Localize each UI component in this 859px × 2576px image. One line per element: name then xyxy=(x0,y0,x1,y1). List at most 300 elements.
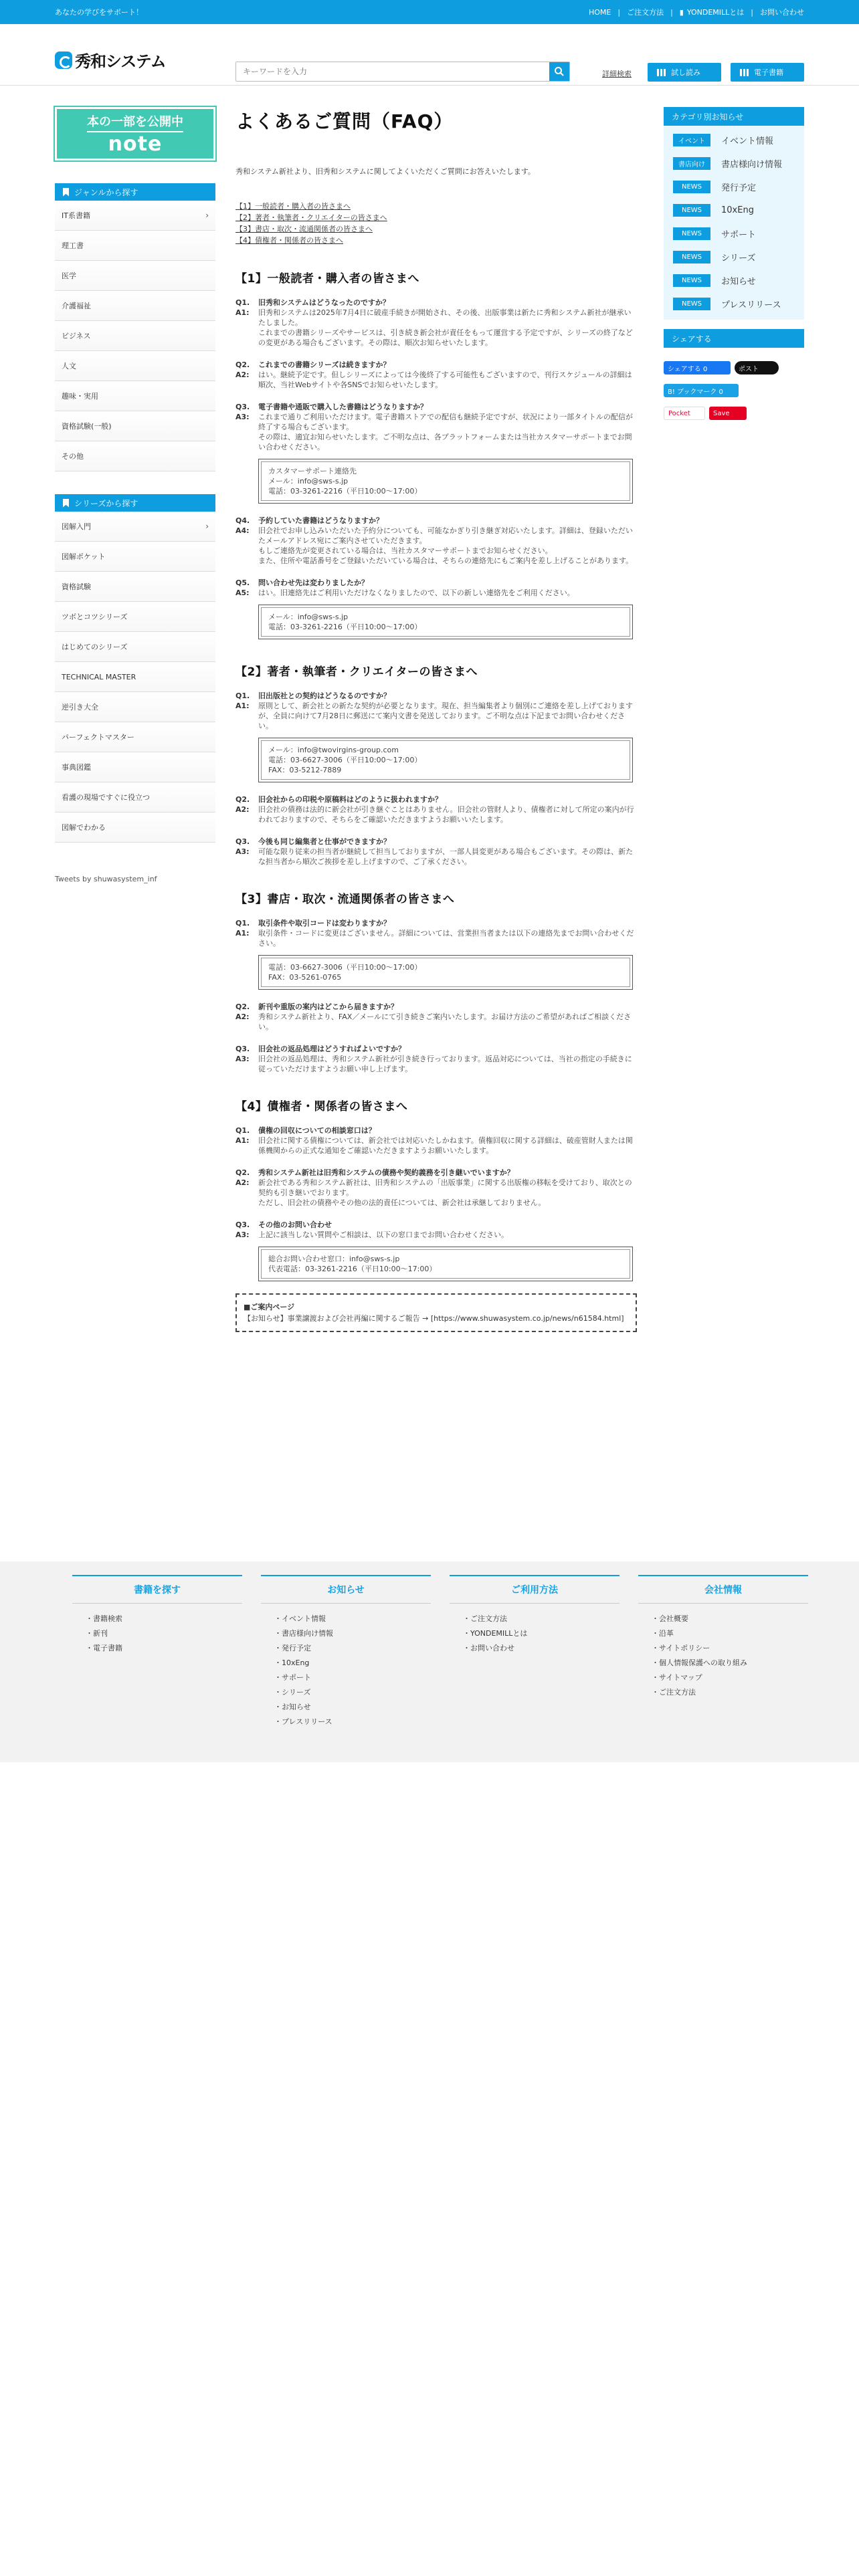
books-icon xyxy=(740,69,749,76)
answer-line: 新会社である秀和システム新社は、旧秀和システムの「出版事業」に関する出版権の移転を受けており、取次との契約も引き継いでおります。 xyxy=(258,1178,632,1197)
answer-label: A2: xyxy=(235,1178,250,1187)
footer-link[interactable]: ・ 沿革 xyxy=(652,1626,808,1641)
series-list xyxy=(55,512,215,843)
answer-label: A1: xyxy=(235,929,250,938)
footer-link[interactable]: ・ ご注文方法 xyxy=(652,1685,808,1700)
answer-row xyxy=(235,928,637,948)
header xyxy=(0,24,859,86)
ebook-label: 電子書籍 xyxy=(754,68,783,77)
trial-read-label: 試し読み xyxy=(671,68,700,77)
question-row xyxy=(235,1220,637,1230)
x-post-button[interactable]: ポスト xyxy=(735,361,779,374)
answer-row xyxy=(235,701,637,731)
table-of-contents xyxy=(235,201,637,246)
answer-text xyxy=(258,1230,508,1240)
pocket-button[interactable]: Pocket xyxy=(664,407,705,420)
question-text: 旧出版社との契約はどうなるのですか？ xyxy=(258,691,391,700)
qa-item xyxy=(235,918,637,990)
category-tag: 書店向け xyxy=(673,157,710,170)
footer-column-title: 会社情報 xyxy=(638,1575,808,1604)
contact-line: 総合お問い合わせ窓口：info@sws-s.jp xyxy=(268,1255,400,1263)
category-tag: NEWS xyxy=(673,204,710,217)
ebook-button[interactable] xyxy=(731,63,804,82)
footer-link[interactable]: ・ シリーズ xyxy=(274,1685,431,1700)
question-row xyxy=(235,918,637,928)
category-item[interactable] xyxy=(664,175,804,199)
footer-link[interactable]: ・ 書店様向け情報 xyxy=(274,1626,431,1641)
sidebar-item-label: ビジネス xyxy=(62,332,91,340)
question-label: Q2. xyxy=(235,1168,250,1177)
qa-item xyxy=(235,837,637,867)
answer-text xyxy=(258,1178,637,1208)
contact-line: メール：info@sws-s.jp xyxy=(268,477,349,486)
question-row xyxy=(235,298,637,308)
answer-line: はい。旧連絡先はご利用いただけなくなりましたので、以下の新しい連絡先をご利用ください。 xyxy=(258,588,575,597)
chevron-right-icon: › xyxy=(205,211,209,220)
question-label: Q2. xyxy=(235,360,250,369)
tagline: あなたの学びをサポート！ xyxy=(55,8,143,17)
answer-line: 上記に該当しない質問やご相談は、以下の窓口までお問い合わせください。 xyxy=(258,1230,508,1239)
top-link-order[interactable]: ご注文方法 xyxy=(627,8,664,17)
sidebar-item-label: 資格試験(一般) xyxy=(62,422,112,431)
search-icon xyxy=(554,66,565,77)
answer-line: 旧会社の返品処理は、秀和システム新社が引き続き行っております。返品対応については、当社の指定の手続きに従っていただけますようお願い申し上げます。 xyxy=(258,1055,632,1073)
note-banner-logo: note xyxy=(108,132,163,156)
faq-section xyxy=(235,662,637,867)
intro-text: 秀和システム新社より、旧秀和システムに関してよくいただくご質問にお答えいたします。 xyxy=(235,167,535,176)
qa-item xyxy=(235,1168,637,1208)
separator: | xyxy=(617,7,621,17)
section-title: 【2】著者・執筆者・クリエイターの皆さまへ xyxy=(235,665,478,679)
answer-label: A3: xyxy=(235,413,250,421)
contact-box xyxy=(258,605,633,639)
faq-sections xyxy=(235,269,637,1281)
top-link-yondemill[interactable]: YONDEMILLとは xyxy=(686,8,745,17)
qa-item xyxy=(235,1220,637,1281)
answer-row xyxy=(235,526,637,566)
logo-text: 秀和システム xyxy=(75,52,166,71)
sidebar-item[interactable] xyxy=(55,752,215,782)
share-row-1 xyxy=(664,361,804,374)
trial-read-button[interactable] xyxy=(648,63,721,82)
footer-link[interactable]: ・ 会社概要 xyxy=(652,1612,808,1626)
sidebar-item[interactable] xyxy=(55,351,215,381)
qa-item xyxy=(235,298,637,348)
sidebar-item-label: 事典図鑑 xyxy=(62,763,91,772)
answer-line: その際は、適宜お知らせいたします。ご不明な点は、各プラットフォームまたは当社カスタマーサポートまでお問い合わせください。 xyxy=(258,433,632,451)
facebook-share-button[interactable]: シェアする 0 xyxy=(664,361,731,374)
hatena-bookmark-button[interactable]: B! ブックマーク 0 xyxy=(664,384,739,397)
sidebar-item[interactable] xyxy=(55,692,215,722)
category-item[interactable] xyxy=(664,152,804,175)
book-icon: ▮ xyxy=(679,7,684,17)
footer-link[interactable]: ・ お問い合わせ xyxy=(463,1641,619,1656)
footer-column xyxy=(261,1575,431,1729)
category-item[interactable] xyxy=(664,222,804,245)
pinterest-save-button[interactable]: Save xyxy=(709,407,747,420)
category-item[interactable] xyxy=(664,199,804,222)
sidebar-item[interactable] xyxy=(55,231,215,261)
category-tag: NEWS xyxy=(673,274,710,287)
top-link-home[interactable]: HOME xyxy=(588,7,611,17)
question-text: 問い合わせ先は変わりましたか？ xyxy=(258,578,369,587)
category-name: シリーズ xyxy=(721,253,756,263)
footer-link[interactable]: ・ サイトマップ xyxy=(652,1671,808,1685)
question-label: Q5. xyxy=(235,578,250,587)
sidebar-item[interactable] xyxy=(55,813,215,843)
sidebar-item-label: 医学 xyxy=(62,272,76,280)
category-name: 書店様向け情報 xyxy=(721,160,783,170)
question-label: Q1. xyxy=(235,691,250,700)
question-row xyxy=(235,691,637,701)
page-title: よくあるご質問（FAQ） xyxy=(235,110,454,132)
sidebar-item-label: 看護の現場ですぐに役立つ xyxy=(62,793,150,802)
footer-link[interactable]: ・ YONDEMILLとは xyxy=(463,1626,619,1641)
search-input[interactable] xyxy=(236,62,549,81)
qa-item xyxy=(235,1044,637,1074)
question-text: 秀和システム新社は旧秀和システムの債務や契約義務を引き継いでいますか？ xyxy=(258,1168,514,1177)
section-title: 【1】一般読者・購入者の皆さまへ xyxy=(235,272,419,286)
sidebar-item[interactable] xyxy=(55,662,215,692)
question-text: 旧秀和システムはどうなったのですか？ xyxy=(258,298,390,307)
question-text: 電子書籍や通販で購入した書籍はどうなりますか？ xyxy=(258,403,427,411)
question-row xyxy=(235,1168,637,1178)
answer-label: A1: xyxy=(235,702,250,710)
qa-item xyxy=(235,578,637,639)
answer-row xyxy=(235,1178,637,1208)
answer-line: 秀和システム新社より、FAX／メールにて引き続きご案内いたします。お届け方法のご希望があればご相談ください。 xyxy=(258,1012,632,1031)
sidebar-item-label: 図解でわかる xyxy=(62,823,106,832)
sidebar-item[interactable] xyxy=(55,542,215,572)
sidebar-item[interactable] xyxy=(55,321,215,351)
answer-label: A3: xyxy=(235,1230,250,1239)
footer-link[interactable]: ・ 新刊 xyxy=(86,1626,242,1641)
answer-line: 可能な限り従来の担当者が継続して担当しておりますが、一部人員変更がある場合もございます。その際は、新たな担当者から順次ご挨拶を差し上げますので、ご了承ください。 xyxy=(258,847,634,866)
question-label: Q3. xyxy=(235,403,250,411)
sidebar-item[interactable] xyxy=(55,782,215,813)
category-heading: カテゴリ別お知らせ xyxy=(664,107,804,126)
contact-box xyxy=(258,1247,633,1281)
bookmark-icon xyxy=(63,188,69,197)
answer-line: 旧秀和システムは2025年7月4日に破産手続きが開始され、その後、出版事業は新たに秀和システム新社が継承いたしました。 xyxy=(258,308,632,327)
footer-link[interactable]: ・ お知らせ xyxy=(274,1700,431,1715)
question-text: 債権の回収についての相談窓口は？ xyxy=(258,1126,376,1135)
sidebar-item-label: ツボとコツシリーズ xyxy=(62,613,128,621)
sidebar-item-label: 逆引き大全 xyxy=(62,703,98,712)
footer-column xyxy=(450,1575,619,1656)
question-label: Q2. xyxy=(235,1002,250,1011)
question-row xyxy=(235,794,637,804)
footer-column-title: ご利用方法 xyxy=(450,1575,619,1604)
answer-label: A3: xyxy=(235,847,250,856)
faq-section xyxy=(235,1097,637,1281)
sidebar-item[interactable] xyxy=(55,381,215,411)
sidebar-item-label: 趣味・実用 xyxy=(62,392,98,401)
bookmark-icon xyxy=(63,499,69,508)
question-text: これまでの書籍シリーズは続きますか？ xyxy=(258,360,391,369)
answer-label: A1: xyxy=(235,1136,250,1145)
footer-link[interactable]: ・ 電子書籍 xyxy=(86,1641,242,1656)
answer-row xyxy=(235,1012,637,1032)
qa-item xyxy=(235,1002,637,1032)
sidebar-item[interactable] xyxy=(55,291,215,321)
answer-text xyxy=(258,370,637,390)
separator: | xyxy=(670,7,673,17)
advanced-search-link[interactable]: 詳細検索 xyxy=(602,70,632,78)
chevron-right-icon: › xyxy=(205,522,209,531)
answer-line: 旧会社でお申し込みいただいた予約分についても、可能なかぎり引き継ぎ対応いたします。詳細は、登録いただいたメールアドレス宛にご案内させていただきます。 xyxy=(258,526,633,545)
sidebar-item[interactable] xyxy=(55,512,215,542)
answer-label: A1: xyxy=(235,308,250,317)
sidebar-item-label: パーフェクトマスター xyxy=(62,733,134,742)
contact-box xyxy=(258,955,633,990)
question-text: 取引条件や取引コードは変わりますか？ xyxy=(258,919,391,928)
share-row-2 xyxy=(664,384,804,397)
answer-line: もしご連絡先が変更されている場合は、当社カスタマーサポートまでお知らせください。 xyxy=(258,546,553,555)
category-name: お知らせ xyxy=(721,277,756,287)
footer-link[interactable]: ・ 個人情報保護への取り組み xyxy=(652,1656,808,1671)
footer-link-list xyxy=(450,1612,619,1656)
search-box xyxy=(235,62,570,82)
sidebar-item-label: 図解入門 xyxy=(62,522,91,531)
answer-label: A2: xyxy=(235,1012,250,1021)
question-row xyxy=(235,516,637,526)
question-row xyxy=(235,1125,637,1136)
answer-text xyxy=(258,1012,637,1032)
sidebar-item-label: 理工書 xyxy=(62,241,84,250)
footer-link-list xyxy=(261,1612,431,1729)
answer-text xyxy=(258,928,637,948)
category-name: イベント情報 xyxy=(721,136,774,146)
notice-heading: ■ご案内ページ xyxy=(244,1303,295,1311)
footer-column xyxy=(72,1575,242,1656)
footer-link[interactable]: ・ イベント情報 xyxy=(274,1612,431,1626)
sidebar-item-label: IT系書籍 xyxy=(62,211,90,220)
sidebar-item-label: 図解ポケット xyxy=(62,552,106,561)
answer-text xyxy=(258,847,637,867)
category-item[interactable] xyxy=(664,292,804,316)
contact-line: FAX：03-5261-0765 xyxy=(268,973,342,982)
sidebar-item-label: はじめてのシリーズ xyxy=(62,643,128,651)
faq-section xyxy=(235,269,637,639)
notice-box xyxy=(235,1293,637,1332)
site-logo[interactable] xyxy=(55,48,166,72)
qa-item xyxy=(235,1125,637,1156)
main-content xyxy=(235,107,637,1332)
category-name: 発行予定 xyxy=(721,183,757,193)
qa-item xyxy=(235,691,637,782)
answer-text xyxy=(258,526,637,566)
answer-row xyxy=(235,1136,637,1156)
answer-line: これまでの書籍シリーズやサービスは、引き続き新会社が責任をもって運営する予定ですが、シリーズの終了などの変更がある場合もございます。その際は、順次お知らせいたします。 xyxy=(258,328,633,347)
question-label: Q4. xyxy=(235,516,250,525)
contact-box xyxy=(258,738,633,782)
question-label: Q3. xyxy=(235,837,250,846)
footer-column-title: お知らせ xyxy=(261,1575,431,1604)
sidebar-item-label: 介護福祉 xyxy=(62,302,91,310)
sidebar-item[interactable] xyxy=(55,602,215,632)
answer-row xyxy=(235,1054,637,1074)
contact-line: 電話：03-3261-2216（平日10:00〜17:00） xyxy=(268,487,422,496)
contact-line: 電話：03-6627-3006（平日10:00〜17:00） xyxy=(268,756,422,764)
sidebar-item-label: 人文 xyxy=(62,362,76,370)
faq-section xyxy=(235,889,637,1074)
section-title: 【3】書店・取次・流通関係者の皆さまへ xyxy=(235,893,455,906)
contact-line: メール：info@sws-s.jp xyxy=(268,613,349,621)
question-row xyxy=(235,837,637,847)
question-text: 今後も同じ編集者と仕事ができますか？ xyxy=(258,837,391,846)
share-row-3 xyxy=(664,407,804,420)
question-label: Q3. xyxy=(235,1220,250,1229)
sidebar-item[interactable] xyxy=(55,722,215,752)
right-sidebar xyxy=(664,107,804,420)
question-text: 新刊や重版の案内はどこから届きますか？ xyxy=(258,1002,398,1011)
question-row xyxy=(235,578,637,588)
category-name: 10xEng xyxy=(721,205,754,215)
category-list xyxy=(664,126,804,320)
answer-text xyxy=(258,804,637,825)
answer-line: 旧会社に関する債権については、新会社では対応いたしかねます。債権回収に関する詳細は、破産管財人または関係機関からの正式な通知をご確認いただきますようお願いいたします。 xyxy=(258,1136,633,1155)
sidebar-item[interactable] xyxy=(55,572,215,602)
answer-label: A5: xyxy=(235,588,250,597)
answer-text xyxy=(258,412,637,452)
question-label: Q3. xyxy=(235,1045,250,1053)
footer-link[interactable]: ・ 発行予定 xyxy=(274,1641,431,1656)
question-label: Q2. xyxy=(235,795,250,804)
sidebar-item[interactable] xyxy=(55,261,215,291)
section-title: 【4】債権者・関係者の皆さまへ xyxy=(235,1100,408,1113)
footer-link[interactable]: ・ 書籍検索 xyxy=(86,1612,242,1626)
answer-line: また、住所や電話番号をご登録いただいている場合は、そちらの連絡先にもご案内を差し上げることがあります。 xyxy=(258,556,634,565)
question-text: 予約していた書籍はどうなりますか？ xyxy=(258,516,383,525)
genre-heading xyxy=(55,183,215,201)
genre-list xyxy=(55,201,215,471)
question-row xyxy=(235,360,637,370)
answer-label: A2: xyxy=(235,370,250,379)
question-text: その他のお問い合わせ xyxy=(258,1220,332,1229)
footer-link[interactable]: ・ プレスリリース xyxy=(274,1715,431,1729)
note-banner-line1: 本の一部を公開中 xyxy=(87,112,183,132)
question-row xyxy=(235,1002,637,1012)
answer-line: ただし、旧会社の債務やその他の法的責任については、新会社は承継しておりません。 xyxy=(258,1198,546,1207)
category-tag: NEWS xyxy=(673,181,710,193)
answer-text xyxy=(258,588,575,598)
sidebar-item-label: TECHNICAL MASTER xyxy=(62,672,136,681)
footer-column xyxy=(638,1575,808,1700)
notice-link[interactable]: 【お知らせ】事業譲渡および会社再編に関するご報告 → [https://www.shuwasystem.co.jp/news/n61584.html] xyxy=(244,1314,624,1323)
sidebar-item[interactable] xyxy=(55,632,215,662)
top-bar xyxy=(0,0,859,24)
question-label: Q1. xyxy=(235,919,250,928)
qa-item xyxy=(235,516,637,566)
sidebar-item[interactable] xyxy=(55,441,215,471)
qa-item xyxy=(235,360,637,390)
question-label: Q1. xyxy=(235,298,250,307)
footer xyxy=(0,1562,859,1762)
footer-link[interactable]: ・ サポート xyxy=(274,1671,431,1685)
category-name: サポート xyxy=(721,230,757,240)
contact-line: カスタマーサポート連絡先 xyxy=(268,467,357,475)
answer-row xyxy=(235,308,637,348)
answer-row xyxy=(235,804,637,825)
toc-link[interactable]: 【4】債権者・関係者の皆さまへ xyxy=(235,236,343,245)
footer-column-title: 書籍を探す xyxy=(72,1575,242,1604)
answer-row xyxy=(235,370,637,390)
contact-line: FAX：03-5212-7889 xyxy=(268,766,342,774)
top-link-contact[interactable]: お問い合わせ xyxy=(760,8,804,17)
question-text: 旧会社からの印税や原稿料はどのように扱われますか？ xyxy=(258,795,442,804)
genre-heading-label: ジャンルから探す xyxy=(74,187,138,197)
answer-label: A4: xyxy=(235,526,250,535)
top-links xyxy=(589,7,804,17)
question-text: 旧会社の返品処理はどうすればよいですか？ xyxy=(258,1045,405,1053)
category-item[interactable] xyxy=(664,245,804,269)
answer-text xyxy=(258,308,637,348)
category-name: プレスリリース xyxy=(721,300,781,310)
series-heading xyxy=(55,494,215,512)
search-button[interactable] xyxy=(549,62,569,81)
answer-label: A3: xyxy=(235,1055,250,1063)
toc-link[interactable]: 【1】一般読者・購入者の皆さまへ xyxy=(235,202,351,211)
contact-line: 電話：03-3261-2216（平日10:00〜17:00） xyxy=(268,623,422,631)
answer-row xyxy=(235,588,637,598)
tweets-link[interactable]: Tweets by shuwasystem_inf xyxy=(55,875,157,883)
footer-link[interactable]: ・ 10xEng xyxy=(274,1656,431,1671)
answer-row xyxy=(235,847,637,867)
contact-line: 代表電話：03-3261-2216（平日10:00〜17:00） xyxy=(268,1265,437,1273)
answer-line: 旧会社の債務は法的に新会社が引き継ぐことはありません。旧会社の管財人より、債権者に対して所定の案内が行われておりますので、そちらをご確認いただきますようお願いいたします。 xyxy=(258,805,634,824)
sidebar-item-label: 資格試験 xyxy=(62,582,91,591)
books-icon xyxy=(657,69,666,76)
answer-text xyxy=(258,1054,637,1074)
footer-link-list xyxy=(72,1612,242,1656)
answer-line: はい。継続予定です。但しシリーズによっては今後終了する可能性もございますので、刊行スケジュールの詳細は順次、当社Webサイトや各SNSでお知らせいたします。 xyxy=(258,370,632,389)
series-heading-label: シリーズから探す xyxy=(74,498,138,508)
footer-link[interactable]: ・ サイトポリシー xyxy=(652,1641,808,1656)
answer-label: A2: xyxy=(235,805,250,814)
toc-link[interactable]: 【3】書店・取次・流通関係者の皆さまへ xyxy=(235,225,373,233)
sidebar-item[interactable] xyxy=(55,201,215,231)
category-item[interactable] xyxy=(664,128,804,152)
logo-mark-icon xyxy=(55,51,72,69)
contact-box xyxy=(258,459,633,504)
category-item[interactable] xyxy=(664,269,804,292)
answer-line: 原則として、新会社との新たな契約が必要となります。現在、担当編集者より個別にご連絡を差し上げておりますが、全員に向けて7月28日に郵送にて案内文書を発送しております。ご不明な点は下記までお問い合わせください。 xyxy=(258,702,633,730)
sidebar-item-label: その他 xyxy=(62,452,84,461)
left-sidebar xyxy=(55,107,215,883)
category-tag: NEWS xyxy=(673,298,710,310)
note-banner[interactable] xyxy=(55,107,215,160)
separator: | xyxy=(751,7,753,17)
contact-line: 電話：03-6627-3006（平日10:00〜17:00） xyxy=(268,963,422,972)
category-tag: イベント xyxy=(673,134,710,146)
toc-link[interactable]: 【2】著者・執筆者・クリエイターの皆さまへ xyxy=(235,213,387,222)
qa-item xyxy=(235,794,637,825)
share-heading: シェアする xyxy=(664,329,804,348)
answer-row xyxy=(235,1230,637,1240)
contact-line: メール：info@twovirgins-group.com xyxy=(268,746,399,754)
question-label: Q1. xyxy=(235,1126,250,1135)
sidebar-item[interactable] xyxy=(55,411,215,441)
answer-line: 取引条件・コードに変更はございません。詳細については、営業担当者または以下の連絡先までお問い合わせください。 xyxy=(258,929,634,948)
answer-text xyxy=(258,1136,637,1156)
category-tag: NEWS xyxy=(673,251,710,263)
category-tag: NEWS xyxy=(673,227,710,240)
question-row xyxy=(235,402,637,412)
answer-row xyxy=(235,412,637,452)
answer-text xyxy=(258,701,637,731)
footer-link[interactable]: ・ ご注文方法 xyxy=(463,1612,619,1626)
